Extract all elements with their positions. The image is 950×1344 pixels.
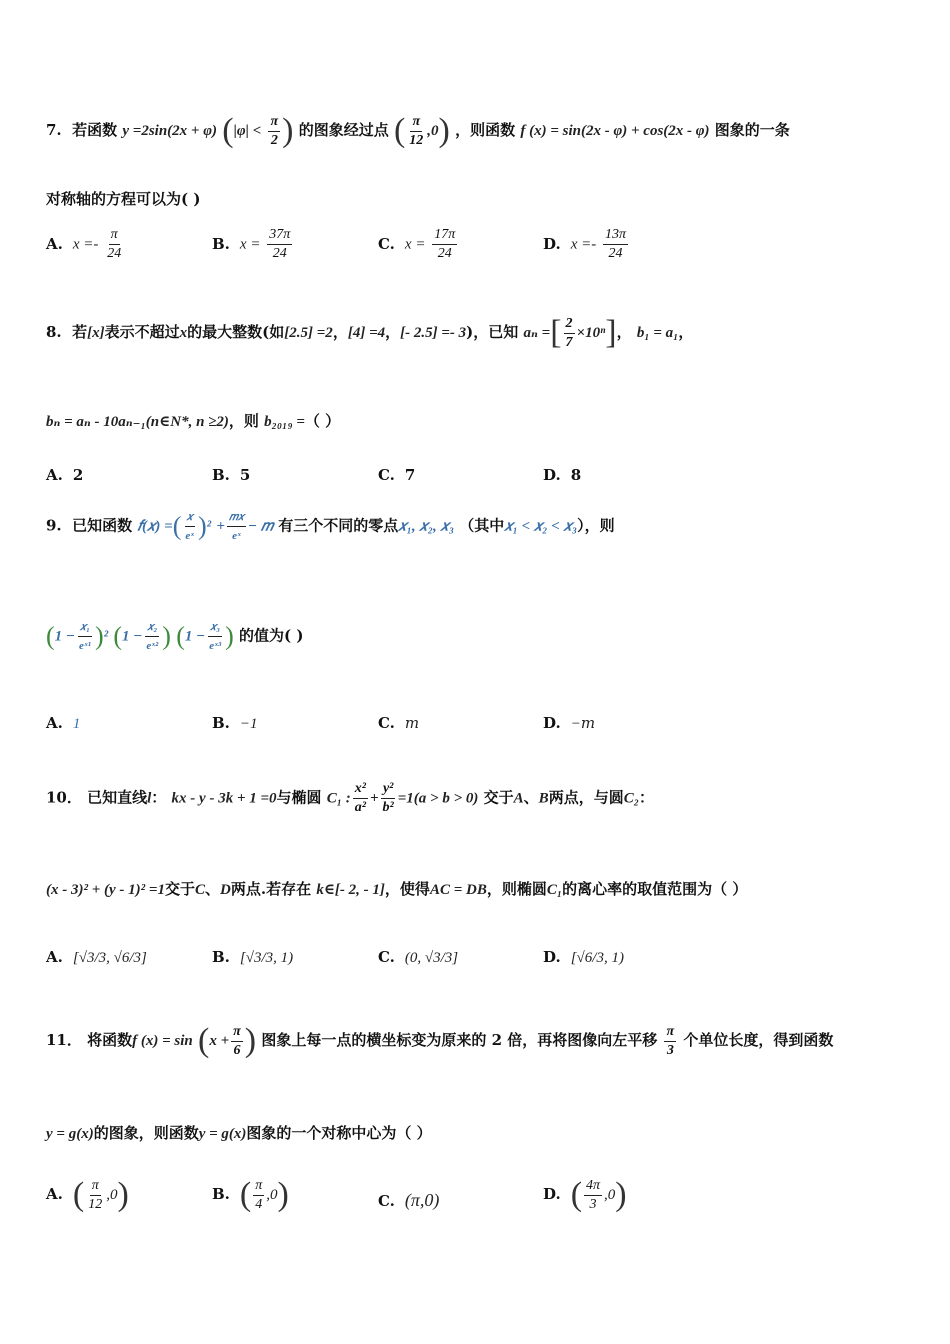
q11-option-a[interactable]: A. ( $\frac{\pi}{12}$ ,0): [46, 1176, 129, 1213]
q8-option-d[interactable]: D. 8: [543, 466, 582, 484]
q7-option-a[interactable]: A. x =- $\frac{\pi}{24}$: [46, 227, 122, 261]
q11-line2: y = g(x)的图象，则函数y = g(x)图象的一个对称中心为（ ）: [46, 1124, 432, 1142]
q9-line2: (1 − $\frac{\text{𝑥₁}}{\text{eˣ¹}}$ )² (1 − $\frac{\text{𝑥₂}}{\text{eˣ²}}$ ) (1 − $\frac{\text{𝑥₃}}{\text{eˣ³}}$ ) 的值为( ): [46, 618, 910, 655]
q10-line1: 10． 已知直线l： kx - y - 3k + 1 =0与椭圆 C₁ : $\frac{\text{x²}}{\text{a²}}$ + $\frac{\text{y²}}{\text{b²}}$ =1(a > b > 0) 交于A、B两点，与圆C₂：: [46, 781, 654, 815]
q9-option-a[interactable]: A. 1: [46, 714, 81, 732]
q7-line1: 7. 若函数 y =2sin(2x + φ) (|φ| < $\frac{\pi}{2}$ ) 的图象经过点 ( $\frac{\pi}{12}$ ,0) ，则函数 f (x) = sin(2x - φ) + cos(2x - φ) 图象的一条: [46, 112, 790, 149]
q8-line2: bₙ = aₙ - 10aₙ₋₁(n∈N*, n ≥2)，则 b₂₀₁₉ =（ ）: [46, 412, 341, 430]
q8-option-c[interactable]: C. 7: [378, 466, 416, 484]
q9-option-b[interactable]: B. −1: [212, 714, 258, 732]
q9-option-c[interactable]: C. 𝑚: [378, 714, 420, 732]
q11-line1: 11． 将函数f (x) = sin (x + $\frac{\pi}{6}$ ) 图象上每一点的横坐标变为原来的 2 倍，再将图像向左平移 $\frac{\pi}{3}$ 个单位长度，得到函数: [46, 1022, 834, 1059]
q11-option-b[interactable]: B. ( $\frac{\pi}{4}$ ,0): [212, 1176, 289, 1213]
q10-option-a[interactable]: A. [√3/3, √6/3]: [46, 948, 147, 966]
q10-option-c[interactable]: C. (0, √3/3]: [378, 948, 459, 966]
q7-func: y =2sin(2x + φ): [122, 123, 217, 139]
q9-option-d[interactable]: D. −𝑚: [543, 714, 596, 732]
q8-option-b[interactable]: B. 5: [212, 466, 251, 484]
q11-option-d[interactable]: D. ( $\frac{4\pi}{3}$ ,0): [543, 1176, 627, 1213]
q9-line1: 9. 已知函数 𝑓(𝑥) =( $\frac{\text{𝑥}}{\text{eˣ}}$ )² + $\frac{\text{𝑚𝑥}}{\text{eˣ}}$ − 𝑚 有三个不同的零点𝑥₁, 𝑥₂, 𝑥₃ （其中𝑥₁ < 𝑥₂ < 𝑥₃），则: [46, 508, 910, 545]
q7-option-b[interactable]: B. x = $\frac{37\pi}{24}$: [212, 227, 291, 261]
q11-option-c[interactable]: C. (π,0): [378, 1190, 440, 1210]
q8-line1: 8. 若[x]表示不超过x的最大整数(如[2.5] =2，[4] =4，[- 2.5] =- 3)，已知 aₙ =[ $\frac{2}{7}$ ×10ⁿ]， b₁ = a₁，: [46, 314, 694, 351]
q8-option-a[interactable]: A. 2: [46, 466, 84, 484]
q10-line2: (x - 3)² + (y - 1)² =1交于C、D两点.若存在 k∈[- 2, - 1]，使得AC = DB，则椭圆C₁的离心率的取值范围为（ ）: [46, 880, 748, 898]
q10-option-d[interactable]: D. [√6/3, 1): [543, 948, 624, 966]
q7-option-c[interactable]: C. x = $\frac{17\pi}{24}$: [378, 227, 456, 261]
q7-line2: 对称轴的方程可以为( ): [46, 190, 201, 208]
q10-option-b[interactable]: B. [√3/3, 1): [212, 948, 294, 966]
q7-option-d[interactable]: D. x =- $\frac{13\pi}{24}$: [543, 227, 627, 261]
